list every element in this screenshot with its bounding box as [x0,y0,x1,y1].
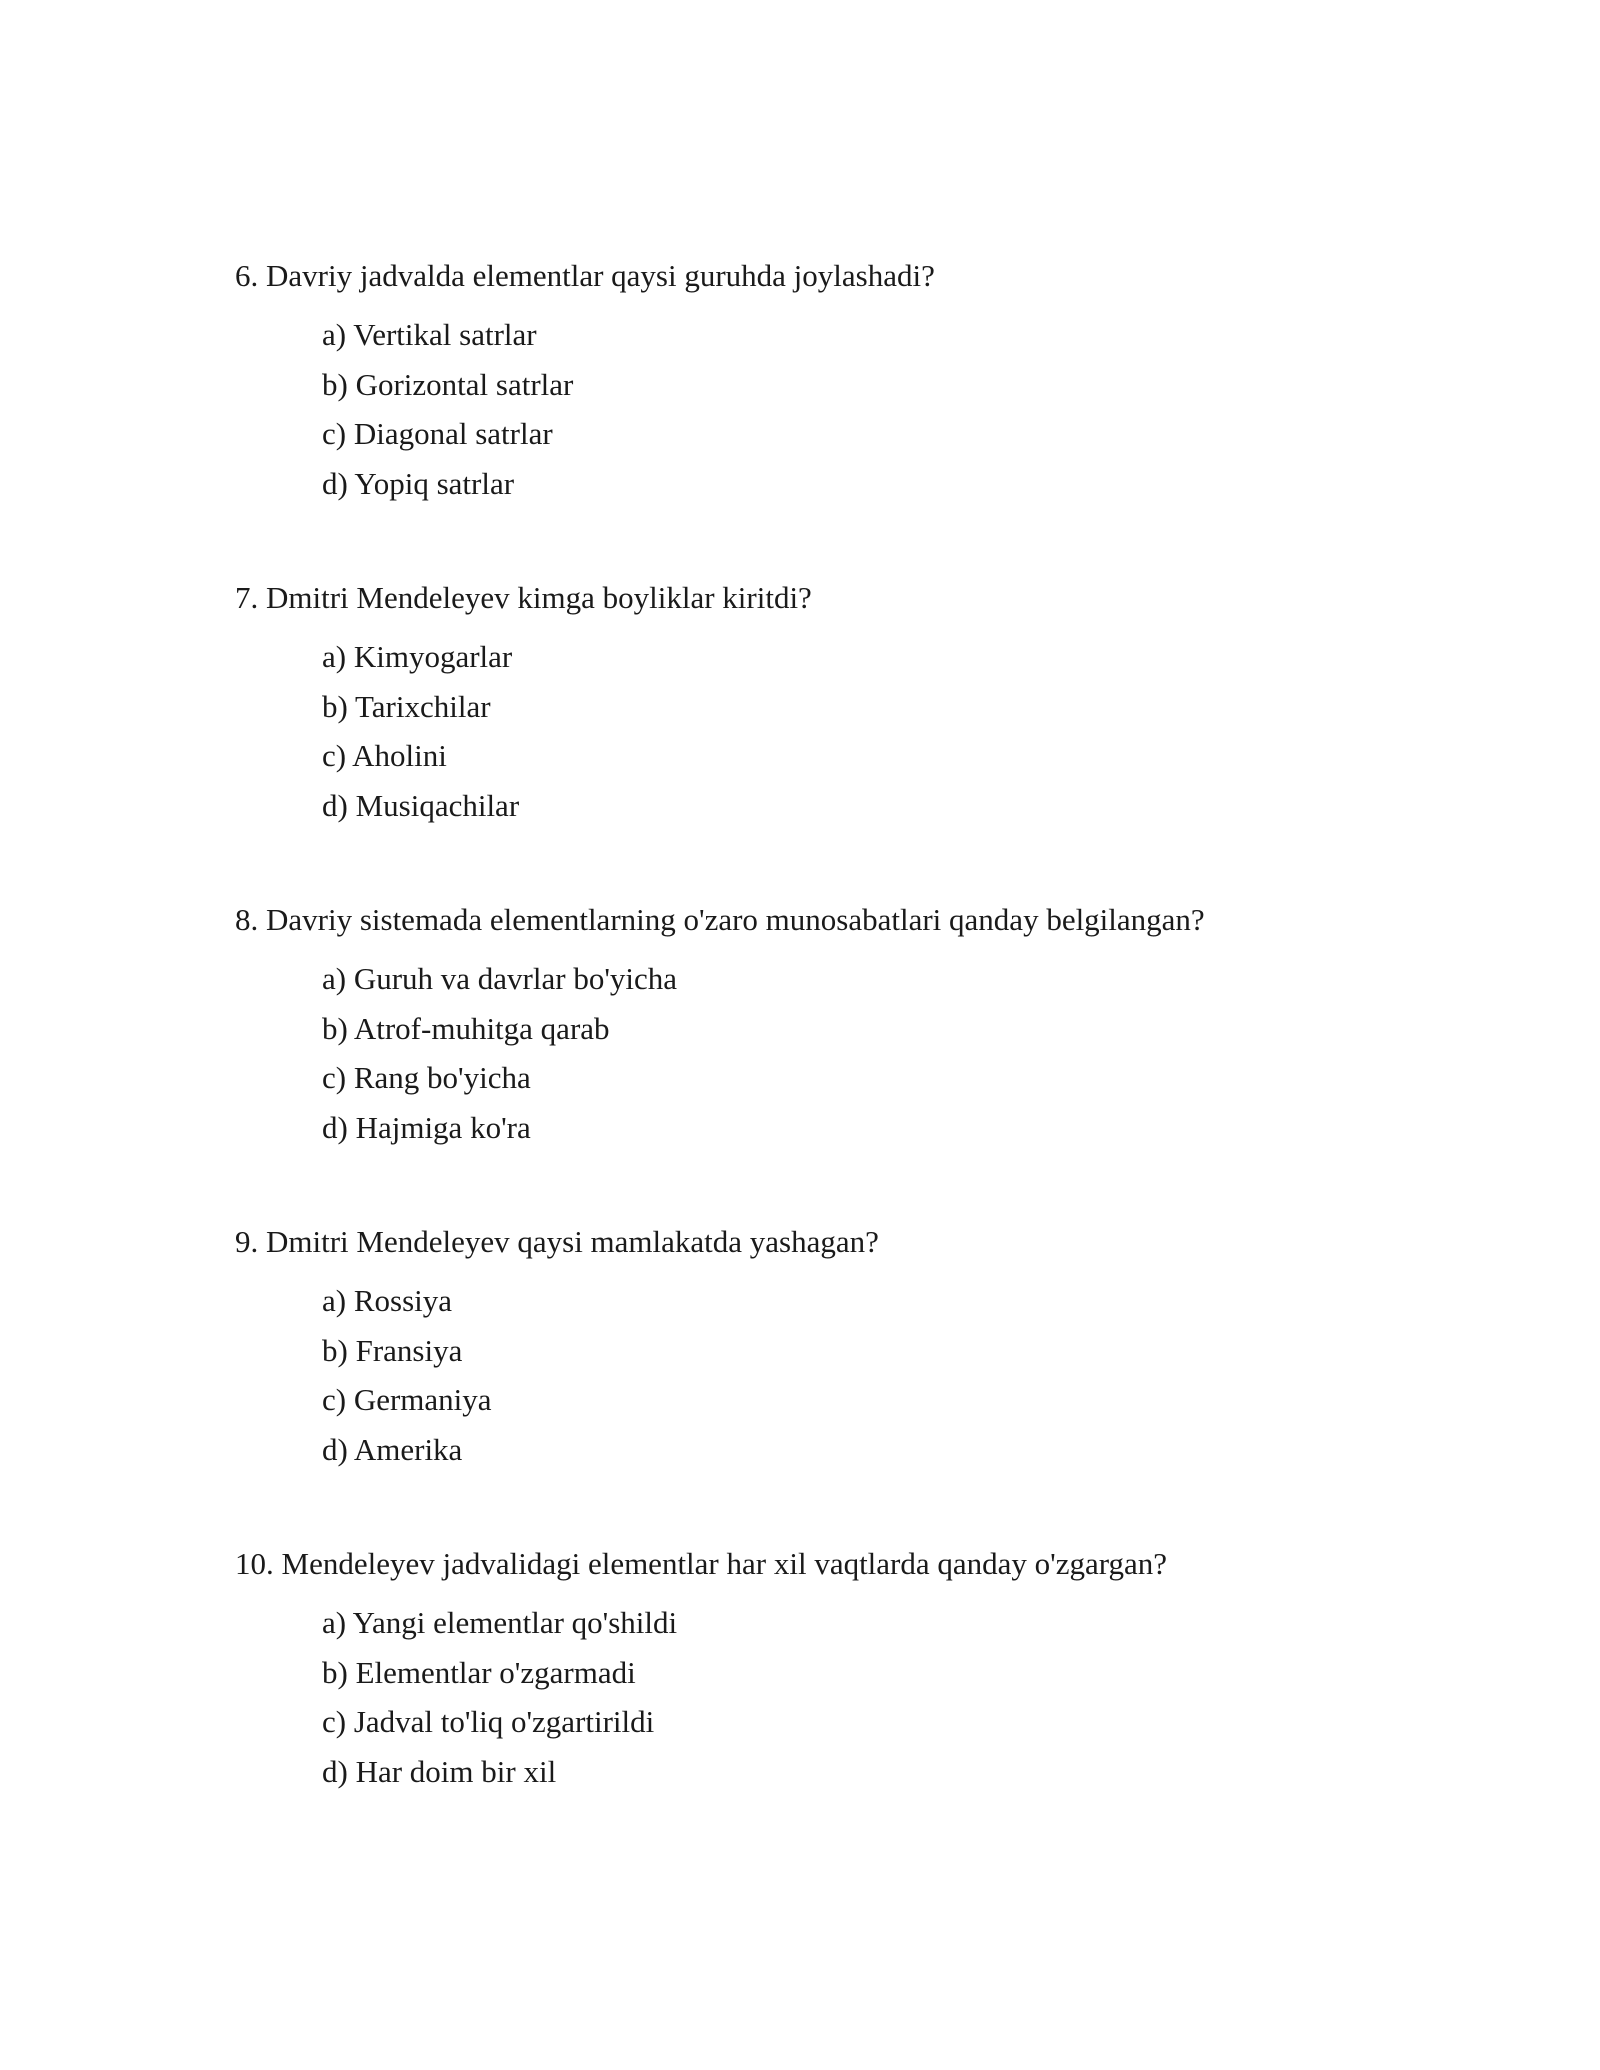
option-d: d) Yopiq satrlar [322,465,515,501]
question-text: 7. Dmitri Mendeleyev kimga boyliklar kiritdi? [235,580,812,615]
option-b: b) Elementlar o'zgarmadi [322,1654,636,1690]
option-c: c) Aholini [322,738,447,773]
option-c: c) Jadval to'liq o'zgartirildi [322,1704,655,1739]
question-text: 8. Davriy sistemada elementlarning o'zaro munosabatlari qanday belgilangan? [235,902,1205,937]
option-d: d) Amerika [322,1431,463,1467]
option-b: b) Gorizontal satrlar [322,366,574,402]
option-b: b) Fransiya [322,1332,463,1368]
option-a: a) Kimyogarlar [322,639,513,674]
question-6 [235,256,1435,508]
answer-options [322,1598,1435,1796]
question-9 [235,1222,1435,1474]
answer-options [322,1276,1435,1474]
question-text: 9. Dmitri Mendeleyev qaysi mamlakatda yashagan? [235,1224,879,1259]
option-b: b) Atrof-muhitga qarab [322,1010,610,1046]
question-text: 10. Mendeleyev jadvalidagi elementlar har xil vaqtlarda qanday o'zgargan? [235,1546,1168,1581]
option-b: b) Tarixchilar [322,688,491,724]
answer-options [322,310,1435,508]
option-c: c) Germaniya [322,1382,492,1417]
question-7 [235,578,1435,830]
question-8 [235,900,1435,1152]
answer-options [322,954,1435,1152]
option-d: d) Hajmiga ko'ra [322,1109,531,1145]
option-c: c) Diagonal satrlar [322,416,553,451]
question-text: 6. Davriy jadvalda elementlar qaysi guruhda joylashadi? [235,258,935,293]
option-d: d) Har doim bir xil [322,1753,557,1789]
option-a: a) Rossiya [322,1283,453,1318]
option-a: a) Guruh va davrlar bo'yicha [322,961,678,996]
option-a: a) Yangi elementlar qo'shildi [322,1605,678,1640]
option-d: d) Musiqachilar [322,787,520,823]
question-10 [235,1544,1435,1796]
option-c: c) Rang bo'yicha [322,1060,531,1095]
answer-options [322,632,1435,830]
option-a: a) Vertikal satrlar [322,317,537,352]
